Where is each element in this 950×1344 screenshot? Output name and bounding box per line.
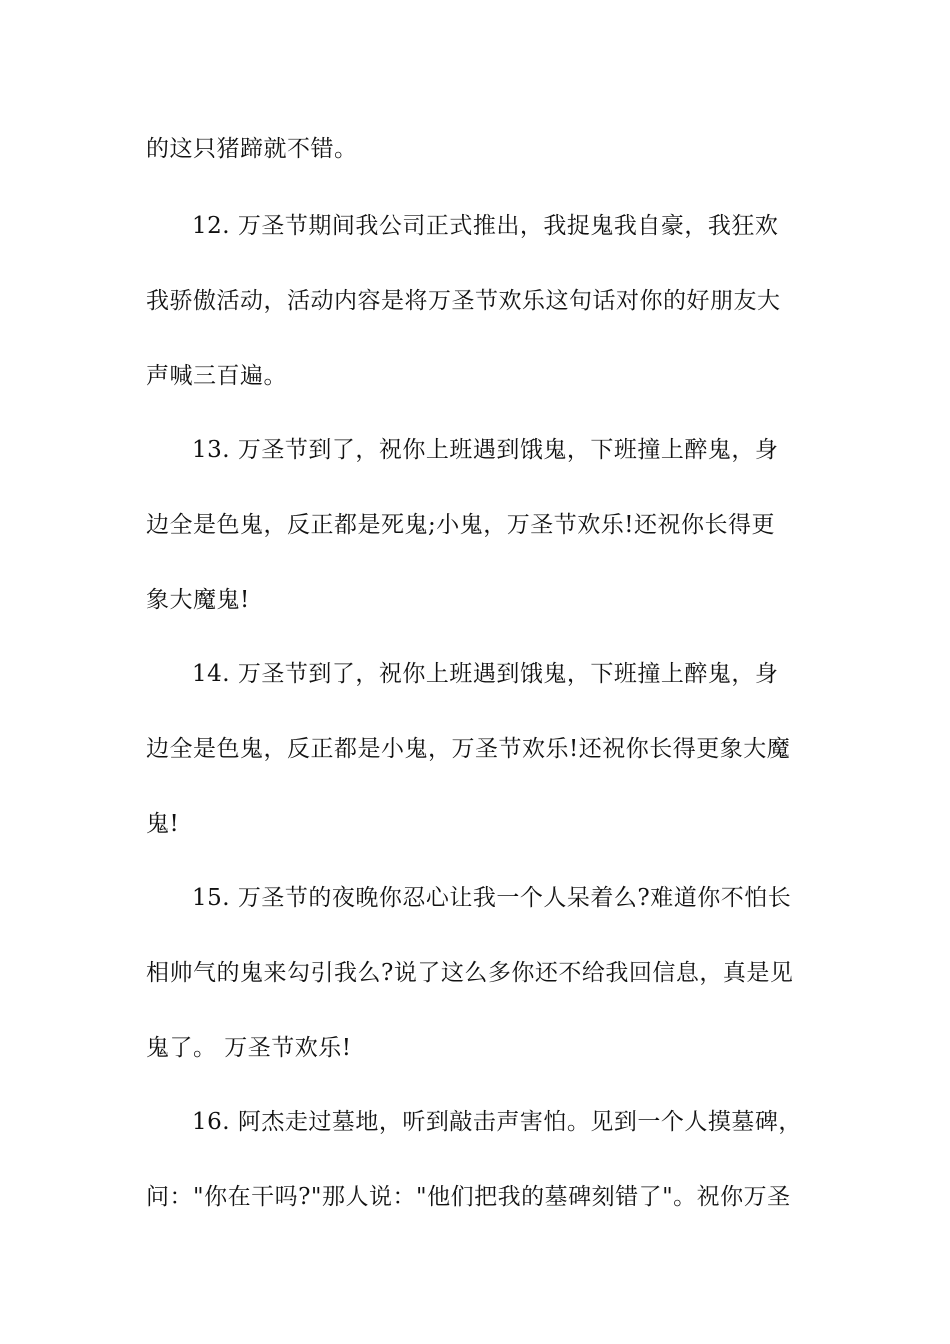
text-line: 的这只猪蹄就不错。 xyxy=(146,136,358,162)
text-line: 边全是色鬼，反正都是小鬼，万圣节欢乐!还祝你长得更象大魔 xyxy=(146,736,791,762)
paragraph-start-line: 14. 万圣节到了，祝你上班遇到饿鬼，下班撞上醉鬼，身 xyxy=(192,661,779,687)
text-line: 象大魔鬼! xyxy=(146,587,250,613)
text-line: 边全是色鬼，反正都是死鬼;小鬼，万圣节欢乐!还祝你长得更 xyxy=(146,512,775,538)
paragraph-start-line: 16. 阿杰走过墓地，听到敲击声害怕。见到一个人摸墓碑， xyxy=(192,1109,802,1135)
text-line: 声喊三百遍。 xyxy=(146,363,287,389)
text-line: 鬼! xyxy=(146,811,180,837)
text-line: 我骄傲活动，活动内容是将万圣节欢乐这句话对你的好朋友大 xyxy=(146,288,781,314)
text-line: 相帅气的鬼来勾引我么?说了这么多你还不给我回信息，真是见 xyxy=(146,960,794,986)
text-line: 问："你在干吗?"那人说："他们把我的墓碑刻错了"。祝你万圣 xyxy=(146,1184,791,1210)
paragraph-start-line: 13. 万圣节到了，祝你上班遇到饿鬼，下班撞上醉鬼，身 xyxy=(192,437,779,463)
paragraph-start-line: 15. 万圣节的夜晚你忍心让我一个人呆着么?难道你不怕长 xyxy=(192,885,792,911)
paragraph-start-line: 12. 万圣节期间我公司正式推出，我捉鬼我自豪，我狂欢 xyxy=(192,213,779,239)
text-line: 鬼了。 万圣节欢乐! xyxy=(146,1035,352,1061)
